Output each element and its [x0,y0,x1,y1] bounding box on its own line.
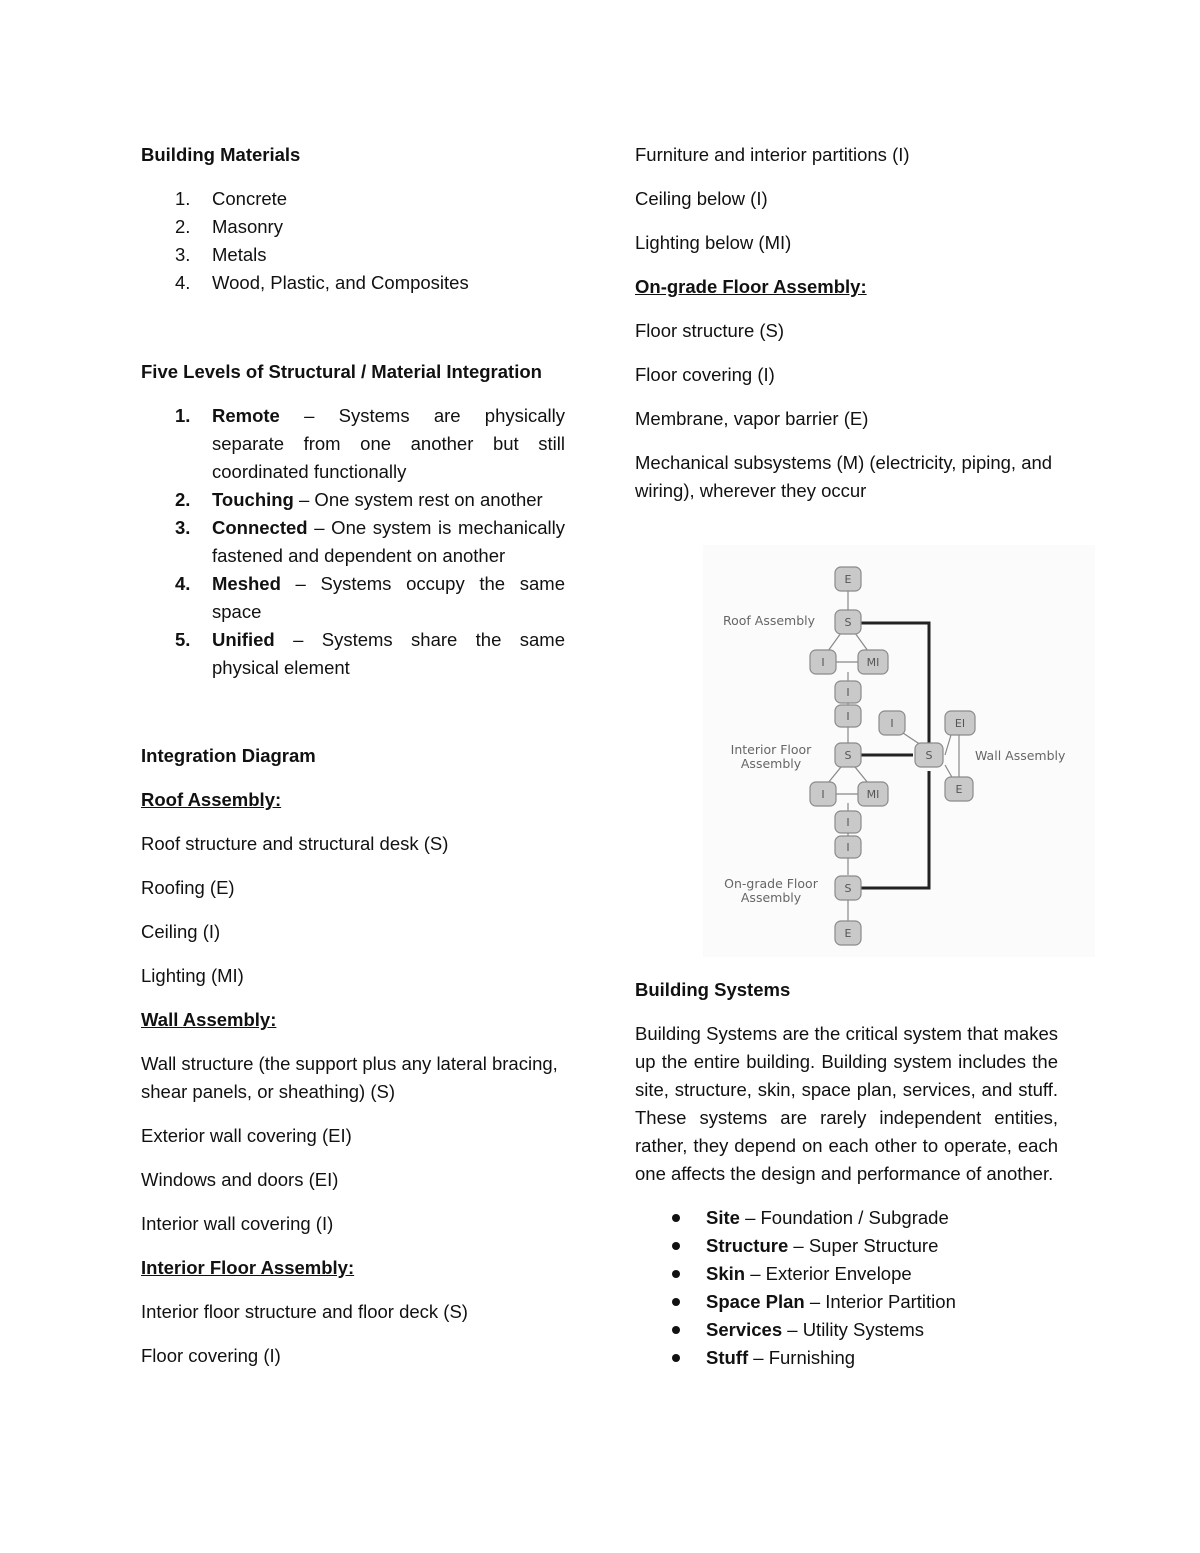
svg-text:MI: MI [866,656,880,669]
roof-item: Roofing (E) [141,877,235,898]
svg-text:I: I [821,788,825,801]
list-item: Structure – Super Structure [635,1232,1058,1260]
interior-item: Floor covering (I) [141,1345,281,1366]
building-systems-heading: Building Systems [635,979,791,1000]
node-i-wall [879,711,905,735]
diagram-label-ongrade-1: On-grade Floor [724,876,818,891]
right-column-bottom [635,976,1058,1372]
svg-text:MI: MI [866,788,880,801]
wall-item: Exterior wall covering (EI) [141,1125,352,1146]
wall-item: Wall structure (the support plus any lateral bracing, shear panels, or sheathing) (S) [141,1053,558,1102]
list-item: 4. Wood, Plastic, and Composites [175,272,469,293]
left-column [141,141,565,1370]
svg-text:S: S [844,749,852,762]
svg-text:I: I [846,710,850,723]
diagram-label-wall: Wall Assembly [975,748,1066,763]
node-i-interior [810,782,836,806]
right-column-top [635,141,1058,505]
ongrade-item: Floor covering (I) [635,364,775,385]
list-item: 2. Touching – One system rest on another [175,489,543,510]
node-i-roof [810,650,836,674]
wall-item: Interior wall covering (I) [141,1213,334,1234]
node-i-a [835,681,861,703]
list-item: Services – Utility Systems [635,1316,1058,1344]
ongrade-item: Floor structure (S) [635,320,785,341]
diagram-label-ongrade-2: Assembly [740,890,802,905]
integration-diagram-svg [703,545,1095,957]
wall-assembly-heading: Wall Assembly: [141,1009,277,1030]
node-e-bottom [835,921,861,945]
ongrade-floor-assembly-heading: On-grade Floor Assembly: [635,276,867,297]
five-levels-list [141,402,565,682]
diagram-label-interior-1: Interior Floor [730,742,812,757]
integration-diagram-heading: Integration Diagram [141,745,316,766]
building-materials-heading: Building Materials [141,144,301,165]
building-systems-paragraph: Building Systems are the critical system that makes up the entire building. Building system includes the site, structure, skin, space plan, services, and stuff. These systems are rarely independent entities, rather, they depend on each other to operate, each one affects the design and performance of another. [635,1023,1058,1184]
node-s-interior [835,743,861,767]
svg-text:E: E [844,573,852,586]
node-e-top [835,567,861,591]
building-systems-list [635,1204,1058,1372]
node-mi-interior [858,782,888,806]
bullet-icon [672,1214,680,1222]
interior-item: Interior floor structure and floor deck (S) [141,1301,468,1322]
list-item: Site – Foundation / Subgrade [635,1204,1058,1232]
svg-text:EI: EI [954,717,966,730]
list-item: Stuff – Furnishing [635,1344,1058,1372]
list-item: 5. Unified – Systems share the same physical element [175,629,565,678]
svg-text:I: I [846,816,850,829]
svg-text:E: E [844,927,852,940]
svg-text:S: S [925,749,933,762]
node-ei-wall [945,711,975,735]
node-i-d [835,836,861,858]
node-s-wall [915,743,943,767]
bullet-icon [672,1326,680,1334]
node-s-grade [835,876,861,900]
diagram-label-roof: Roof Assembly [723,613,816,628]
wall-item: Windows and doors (EI) [141,1169,339,1190]
integration-diagram [703,545,1095,957]
building-materials-list [141,185,565,297]
five-levels-heading: Five Levels of Structural / Material Integration [141,361,542,382]
svg-text:S: S [844,616,852,629]
bullet-icon [672,1354,680,1362]
bullet-icon [672,1270,680,1278]
list-item: 1. Remote – Systems are physically separate from one another but still coordinated functionally [175,405,565,482]
list-item: 3. Metals [175,244,267,265]
roof-item: Roof structure and structural desk (S) [141,833,449,854]
node-e-wall [945,777,973,801]
svg-text:I: I [890,717,894,730]
diagram-label-interior-2: Assembly [740,756,802,771]
ongrade-item: Membrane, vapor barrier (E) [635,408,869,429]
node-s-roof [835,610,861,634]
list-item: 1. Concrete [175,188,288,209]
bullet-icon [672,1298,680,1306]
roof-item: Lighting (MI) [141,965,244,986]
svg-text:I: I [846,686,850,699]
list-item: Space Plan – Interior Partition [635,1288,1058,1316]
node-i-c [835,811,861,833]
roof-assembly-heading: Roof Assembly: [141,789,282,810]
interior-item: Lighting below (MI) [635,232,792,253]
node-i-b [835,705,861,727]
svg-text:E: E [955,783,963,796]
node-mi-roof [858,650,888,674]
ongrade-item: Mechanical subsystems (M) (electricity, piping, and wiring), wherever they occur [635,452,1053,501]
roof-item: Ceiling (I) [141,921,221,942]
svg-text:I: I [846,841,850,854]
list-item: 4. Meshed – Systems occupy the same space [175,573,565,622]
svg-text:I: I [821,656,825,669]
list-item: Skin – Exterior Envelope [635,1260,1058,1288]
list-item: 2. Masonry [175,216,283,237]
svg-text:S: S [844,882,852,895]
interior-item: Furniture and interior partitions (I) [635,144,910,165]
list-item: 3. Connected – One system is mechanically fastened and dependent on another [175,517,565,566]
interior-item: Ceiling below (I) [635,188,768,209]
bullet-icon [672,1242,680,1250]
interior-floor-assembly-heading: Interior Floor Assembly: [141,1257,355,1278]
